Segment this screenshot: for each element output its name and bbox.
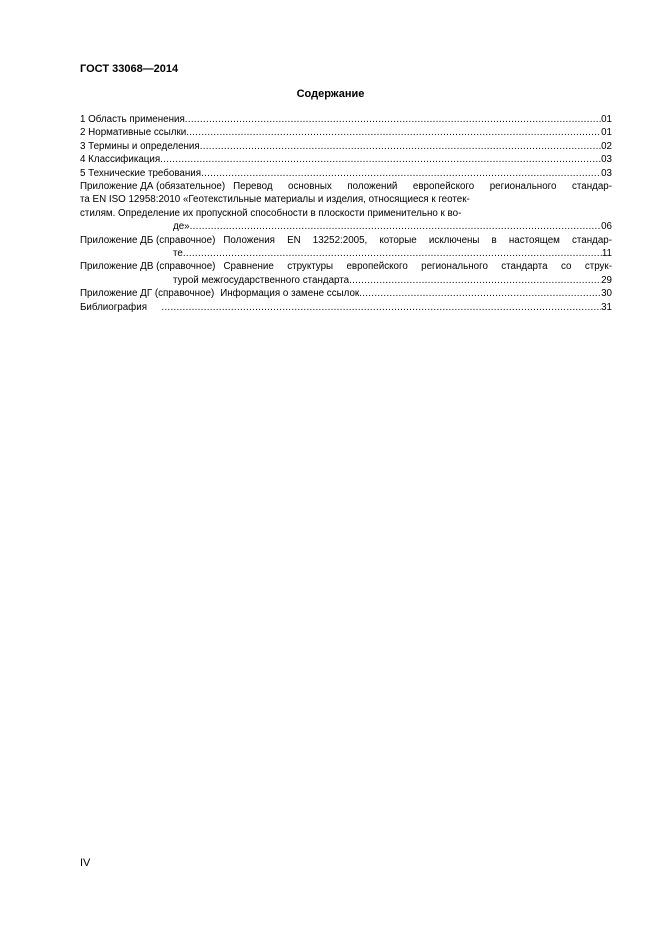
toc-entry-normative-refs: 2 Нормативные ссылки ..... 01 (80, 126, 612, 139)
toc-entry-scope: 1 Область применения ..... 01 (80, 113, 612, 126)
toc-appendix-dg: Приложение ДГ (справочное) Информация о замене ссылок ..... 30 (80, 287, 612, 300)
toc-appendix-da: Приложение ДА (обязательное) Перевод основных положений европейского регионального стандар- та EN ISO 12958:2010 «Геотекстильные материалы и изделия, относящиеся к геотек- стилям. Определение их пропускной способности в плоскости применительно к во- де» ..... 06 (80, 180, 612, 234)
toc-appendix-dv: Приложение ДВ (справочное) Сравнение структуры европейского регионального стандарта со струк- турой межгосударственного стандарта ..... 29 (80, 260, 612, 287)
toc-bibliography: Библиография ..... 31 (80, 301, 612, 314)
toc-entry-tech-requirements: 5 Технические требования ..... 03 (80, 167, 612, 180)
page-number: IV (80, 857, 91, 869)
toc-title: Содержание (296, 88, 365, 100)
toc-appendix-db: Приложение ДБ (справочное) Положения EN 13252:2005, которые исключены в настоящем стандар- те ..... 11 (80, 234, 612, 261)
table-of-contents (80, 113, 612, 314)
toc-entry-terms: 3 Термины и определения ..... 02 (80, 140, 612, 153)
toc-entry-classification: 4 Классификация ..... 03 (80, 153, 612, 166)
document-code: ГОСТ 33068—2014 (80, 63, 179, 75)
